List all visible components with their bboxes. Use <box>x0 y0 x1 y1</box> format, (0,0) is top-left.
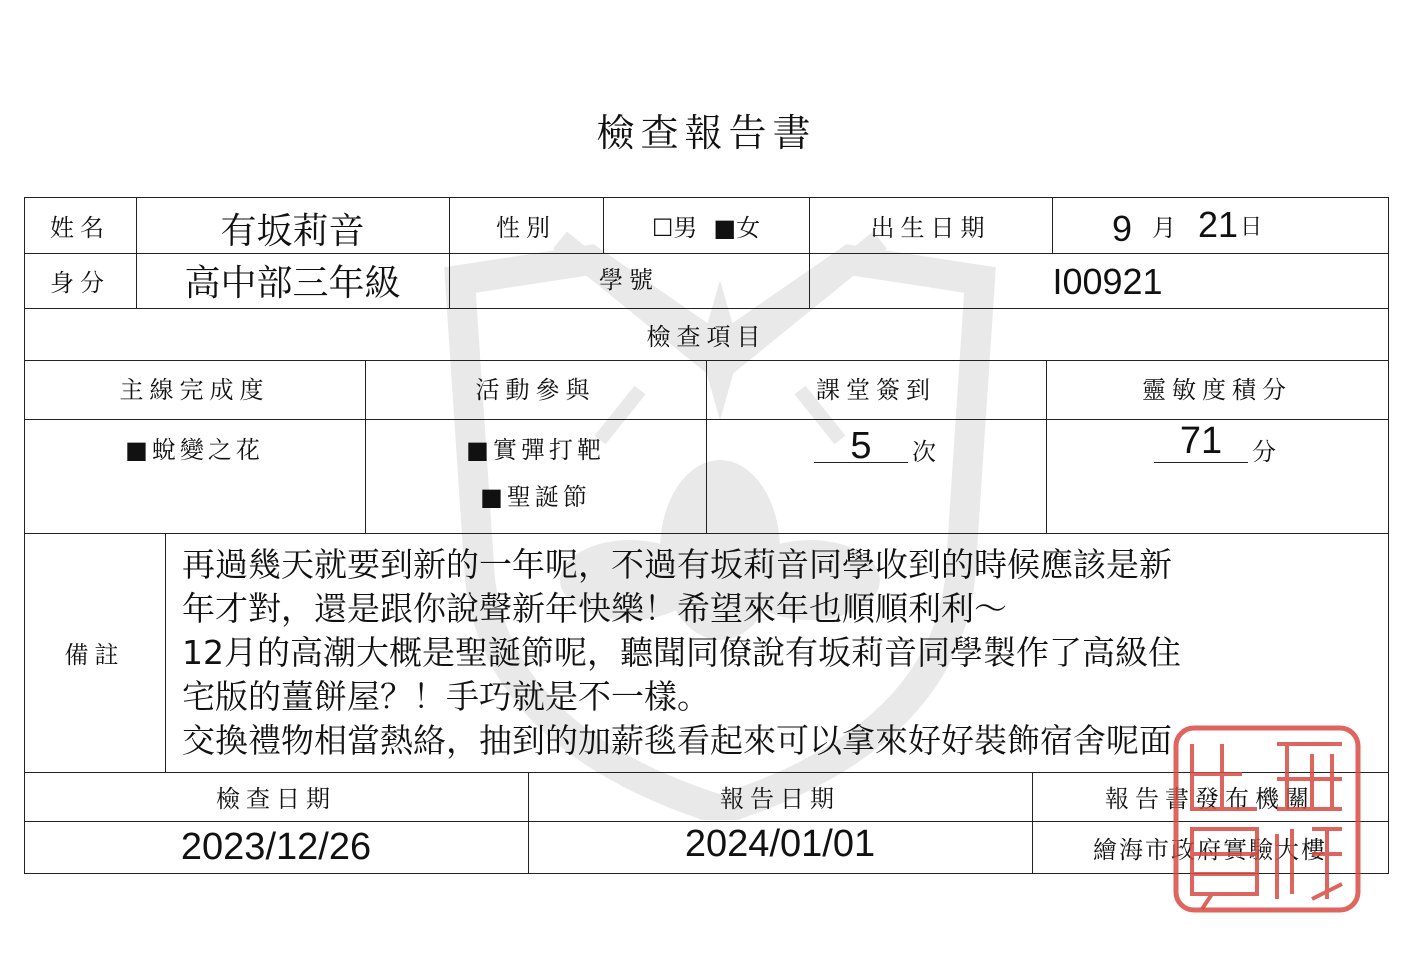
gender-male-checkbox: ☐男 <box>651 213 698 242</box>
event-item: ■實彈打靶 <box>466 435 605 464</box>
remarks-line: 年才對，還是跟你說聲新年快樂！希望來年也順順利利～ <box>182 589 1007 628</box>
remarks-line: 12月的高潮大概是聖誕節呢，聽聞同僚說有坂莉音同學製作了高級住 <box>182 633 1181 672</box>
score-unit: 分 <box>1252 438 1276 466</box>
official-seal-stamp <box>1172 724 1362 914</box>
name-value: 有坂莉音 <box>220 210 365 252</box>
dob-day: 21 <box>1198 204 1239 245</box>
remarks-label: 備註 <box>64 641 125 669</box>
col-header-main-quest: 主線完成度 <box>119 376 270 404</box>
col-header-events: 活動參與 <box>475 376 596 404</box>
student-id-value: I00921 <box>1052 261 1163 302</box>
check-date-value: 2023/12/26 <box>180 825 372 868</box>
report-title: 檢查報告書 <box>596 111 817 155</box>
identity-label: 身分 <box>50 269 110 297</box>
issuer-label: 報告書發布機關 <box>1105 785 1315 813</box>
col-header-attendance: 課堂簽到 <box>816 376 936 404</box>
items-section-title: 檢查項目 <box>646 322 767 351</box>
dob-month: 9 <box>1112 208 1133 249</box>
issuer-value: 繪海市政府實驗大樓 <box>1093 835 1327 864</box>
dob-value <box>1052 197 1388 253</box>
attendance-value: 5 <box>850 425 872 467</box>
event-item: ■聖誕節 <box>480 482 591 511</box>
score-value: 71 <box>1179 420 1223 462</box>
remarks-line: 交換禮物相當熱絡，抽到的加薪毯看起來可以拿來好好裝飾宿舍呢面 <box>182 721 1172 760</box>
check-date-label: 檢查日期 <box>216 785 336 813</box>
attendance-unit: 次 <box>912 438 936 466</box>
student-id-label: 學號 <box>599 266 659 294</box>
gender-options <box>603 197 809 253</box>
score-underline <box>1154 462 1248 463</box>
remarks-line: 再過幾天就要到新的一年呢，不過有坂莉音同學收到的時候應該是新 <box>182 545 1172 584</box>
row-divider <box>24 533 1389 534</box>
gender-label: 性別 <box>496 213 556 242</box>
attendance-underline <box>814 462 908 463</box>
dob-day-unit: 日 <box>1240 214 1263 240</box>
dob-label: 出生日期 <box>870 213 991 242</box>
main-quest-value: ■蛻變之花 <box>125 435 264 464</box>
col-header-score: 靈敏度積分 <box>1142 376 1292 404</box>
report-date-label: 報告日期 <box>720 785 840 813</box>
remarks-line: 宅版的薑餅屋？！手巧就是不一樣。 <box>182 677 710 716</box>
gender-female-checkbox: ■女 <box>713 213 761 242</box>
identity-value: 高中部三年級 <box>184 263 401 304</box>
report-date-value: 2024/01/01 <box>684 822 876 865</box>
dob-month-unit: 月 <box>1152 213 1177 242</box>
col-divider <box>165 533 166 772</box>
name-label: 姓名 <box>50 213 110 242</box>
